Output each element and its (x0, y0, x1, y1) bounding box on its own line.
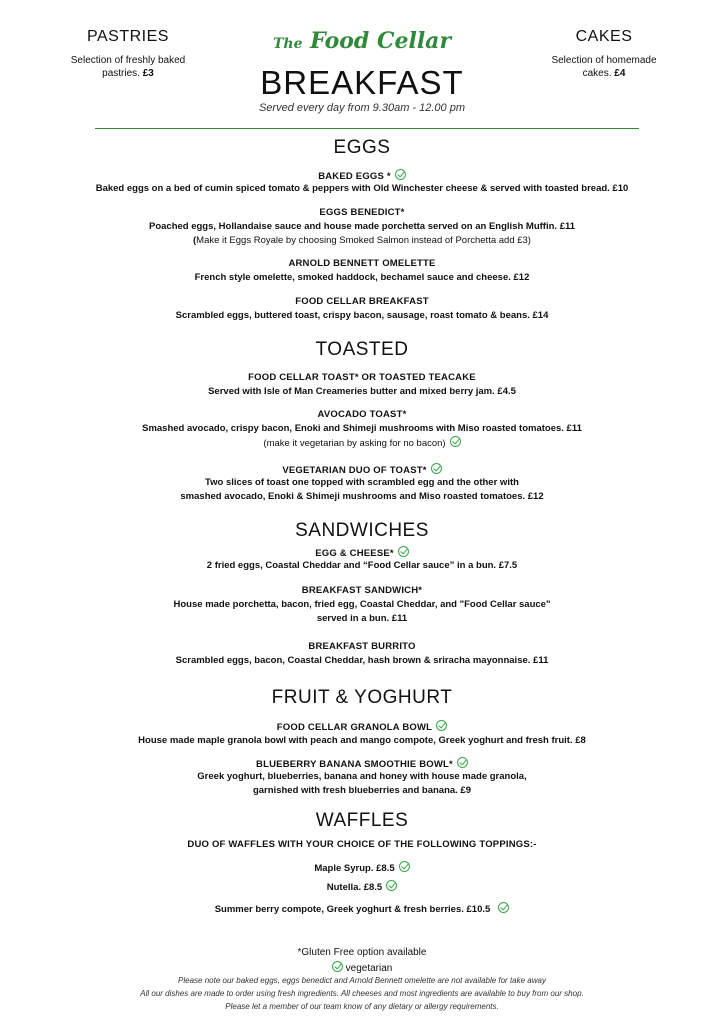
item-name: BLUEBERRY BANANA SMOOTHIE BOWL* (0, 757, 724, 770)
item-name: BREAKFAST SANDWICH* (301, 585, 423, 596)
item-desc: served in a bun. £11 (316, 613, 408, 624)
gluten-free-note: *Gluten Free option available (297, 947, 427, 958)
item-note: (Make it Eggs Royale by choosing Smoked Salmon instead of Porchetta add £3) (193, 235, 531, 246)
item-name: FOOD CELLAR BREAKFAST (295, 296, 429, 307)
item-desc: Poached eggs, Hollandaise sauce and house made porchetta served on an English Muffin. £11 (148, 221, 576, 232)
brand-logo (0, 28, 724, 54)
item-name: BREAKFAST BURRITO (308, 641, 416, 652)
pastries-price: £3 (142, 68, 154, 79)
header-divider (95, 128, 639, 129)
item-desc: Scrambled eggs, bacon, Coastal Cheddar, hash brown & sriracha mayonnaise. £11 (175, 655, 549, 666)
item-name: ARNOLD BENNETT OMELETTE (288, 258, 436, 269)
topping-item: Maple Syrup. £8.5 (0, 861, 724, 876)
item-name: FOOD CELLAR GRANOLA BOWL (0, 720, 724, 733)
vegetarian-icon (398, 546, 409, 557)
brand-the: The (272, 36, 303, 52)
pastries-desc-line2: pastries. (102, 68, 140, 79)
section-toasted-title: TOASTED (315, 339, 409, 360)
section-sandwiches-title: SANDWICHES (295, 520, 429, 541)
vegetarian-icon (332, 961, 343, 972)
item-name: FOOD CELLAR TOAST* OR TOASTED TEACAKE (248, 372, 476, 383)
vegetarian-icon (395, 169, 406, 180)
topping-item: Summer berry compote, Greek yoghurt & fresh berries. £10.5 (0, 902, 724, 917)
footer-note: Please let a member of our team know of any dietary or allergy requirements. (225, 1002, 499, 1011)
cakes-desc-line2: cakes. (582, 68, 612, 79)
cakes-title: CAKES (575, 28, 633, 45)
item-desc: Scrambled eggs, buttered toast, crispy bacon, sausage, roast tomato & beans. £14 (175, 310, 549, 321)
item-note: (make it vegetarian by asking for no bacon) (0, 436, 724, 449)
item-desc: Served with Isle of Man Creameries butter and mixed berry jam. £4.5 (208, 386, 516, 397)
vegetarian-icon (457, 757, 468, 768)
item-desc: Greek yoghurt, blueberries, banana and honey with house made granola, (197, 771, 527, 782)
vegetarian-icon (450, 436, 461, 447)
item-desc: House made maple granola bowl with peach and mango compote, Greek yoghurt and fresh fruit. £8 (138, 735, 586, 746)
served-hours: Served every day from 9.30am - 12.00 pm (258, 102, 466, 114)
vegetarian-icon (399, 861, 410, 872)
item-desc: garnished with fresh blueberries and banana. £9 (252, 785, 472, 796)
brand-name: Food Cellar (310, 28, 452, 54)
section-eggs-title: EGGS (333, 137, 391, 158)
page-title: BREAKFAST (260, 64, 464, 101)
topping-item: Nutella. £8.5 (0, 880, 724, 895)
item-name: BAKED EGGS * (0, 169, 724, 182)
item-name: VEGETARIAN DUO OF TOAST* (0, 463, 724, 476)
item-name: EGGS BENEDICT* (319, 207, 405, 218)
cakes-desc-line1: Selection of homemade (551, 55, 657, 66)
vegetarian-icon (386, 880, 397, 891)
item-name: EGG & CHEESE* (0, 546, 724, 559)
item-desc: Baked eggs on a bed of cumin spiced tomato & peppers with Old Winchester cheese & served with toasted bread. £10 (95, 183, 629, 194)
pastries-desc-line1: Selection of freshly baked (70, 55, 186, 66)
section-waffles-title: WAFFLES (315, 810, 409, 831)
pastries-title: PASTRIES (87, 28, 169, 45)
item-desc: smashed avocado, Enoki & Shimeji mushrooms and Miso roasted tomatoes. £12 (180, 491, 544, 502)
cakes-price: £4 (614, 68, 626, 79)
section-fruit-title: FRUIT & YOGHURT (271, 687, 453, 708)
vegetarian-icon (498, 902, 509, 913)
waffles-intro: DUO OF WAFFLES WITH YOUR CHOICE OF THE FOLLOWING TOPPINGS:- (187, 839, 537, 850)
item-desc: House made porchetta, bacon, fried egg, Coastal Cheddar, and "Food Cellar sauce" (173, 599, 551, 610)
item-name: AVOCADO TOAST* (317, 409, 407, 420)
footer-note: All our dishes are made to order using fresh ingredients. All cheeses and most ingredients are available to buy from our shop. (140, 989, 584, 998)
vegetarian-icon (431, 463, 442, 474)
footer-note: Please note our baked eggs, eggs benedict and Arnold Bennett omelette are not available for take away (178, 976, 546, 985)
vegetarian-icon (436, 720, 447, 731)
item-desc: Two slices of toast one topped with scrambled egg and the other with (205, 477, 519, 488)
item-desc: French style omelette, smoked haddock, bechamel sauce and cheese. £12 (194, 272, 530, 283)
item-desc: 2 fried eggs, Coastal Cheddar and “Food Cellar sauce” in a bun. £7.5 (206, 560, 518, 571)
item-desc: Smashed avocado, crispy bacon, Enoki and Shimeji mushrooms with Miso roasted tomatoes. £11 (142, 423, 582, 434)
vegetarian-legend: vegetarian (0, 961, 724, 974)
